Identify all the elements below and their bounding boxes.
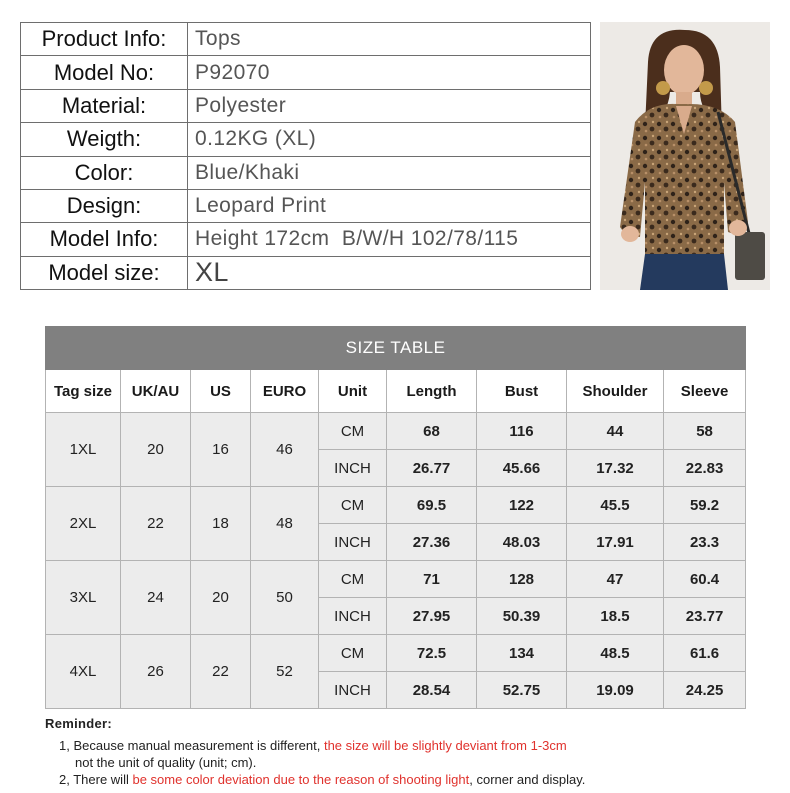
bust-cell: 128 bbox=[477, 561, 567, 598]
shoulder-cell: 18.5 bbox=[567, 598, 664, 635]
sleeve-cell: 23.3 bbox=[664, 524, 746, 561]
tag-size-cell: 3XL bbox=[46, 561, 121, 635]
header-cell: Length bbox=[387, 370, 477, 413]
info-value: Tops bbox=[188, 23, 591, 56]
info-value: Leopard Print bbox=[188, 189, 591, 222]
info-label: Model size: bbox=[21, 256, 188, 289]
info-value: XL bbox=[188, 256, 591, 289]
model-illustration bbox=[600, 22, 770, 290]
table-row bbox=[46, 635, 746, 672]
size-table-title: SIZE TABLE bbox=[46, 327, 746, 370]
info-label: Weigth: bbox=[21, 123, 188, 156]
reminder-text: 2, There will bbox=[59, 772, 133, 787]
header-cell: Unit bbox=[319, 370, 387, 413]
info-row-weight bbox=[21, 123, 591, 156]
model-photo bbox=[600, 22, 770, 290]
sleeve-cell: 24.25 bbox=[664, 672, 746, 709]
header-cell: Sleeve bbox=[664, 370, 746, 413]
reminder-title: Reminder: bbox=[45, 716, 112, 731]
uk-size-cell: 22 bbox=[121, 487, 191, 561]
info-row-color bbox=[21, 156, 591, 189]
reminder-section bbox=[45, 716, 585, 788]
bust-cell: 122 bbox=[477, 487, 567, 524]
unit-cell: CM bbox=[319, 413, 387, 450]
info-label: Color: bbox=[21, 156, 188, 189]
info-value: Height 172cm B/W/H 102/78/115 bbox=[188, 223, 591, 256]
us-size-cell: 18 bbox=[191, 487, 251, 561]
length-cell: 72.5 bbox=[387, 635, 477, 672]
info-label: Model Info: bbox=[21, 223, 188, 256]
bust-cell: 48.03 bbox=[477, 524, 567, 561]
euro-size-cell: 48 bbox=[251, 487, 319, 561]
header-cell: Shoulder bbox=[567, 370, 664, 413]
sleeve-cell: 22.83 bbox=[664, 450, 746, 487]
bust-cell: 134 bbox=[477, 635, 567, 672]
info-value: 0.12KG (XL) bbox=[188, 123, 591, 156]
info-row-design bbox=[21, 189, 591, 222]
length-cell: 26.77 bbox=[387, 450, 477, 487]
tag-size-cell: 4XL bbox=[46, 635, 121, 709]
unit-cell: CM bbox=[319, 561, 387, 598]
info-row-product bbox=[21, 23, 591, 56]
info-value: Blue/Khaki bbox=[188, 156, 591, 189]
reminder-highlight: be some color deviation due to the reason of shooting light bbox=[132, 772, 470, 787]
reminder-text: 1, Because manual measurement is different, bbox=[59, 738, 324, 753]
shoulder-cell: 17.91 bbox=[567, 524, 664, 561]
euro-size-cell: 46 bbox=[251, 413, 319, 487]
info-row-model-no bbox=[21, 56, 591, 89]
shoulder-cell: 17.32 bbox=[567, 450, 664, 487]
reminder-line-1-cont: not the unit of quality (unit; cm). bbox=[75, 755, 257, 770]
info-row-material bbox=[21, 89, 591, 122]
us-size-cell: 20 bbox=[191, 561, 251, 635]
unit-cell: CM bbox=[319, 635, 387, 672]
euro-size-cell: 52 bbox=[251, 635, 319, 709]
uk-size-cell: 20 bbox=[121, 413, 191, 487]
bust-cell: 50.39 bbox=[477, 598, 567, 635]
header-cell: Tag size bbox=[46, 370, 121, 413]
unit-cell: INCH bbox=[319, 672, 387, 709]
bust-cell: 52.75 bbox=[477, 672, 567, 709]
table-row bbox=[46, 561, 746, 598]
sleeve-cell: 59.2 bbox=[664, 487, 746, 524]
euro-size-cell: 50 bbox=[251, 561, 319, 635]
product-info-table bbox=[20, 22, 591, 290]
header-cell: Bust bbox=[477, 370, 567, 413]
tag-size-cell: 2XL bbox=[46, 487, 121, 561]
sleeve-cell: 23.77 bbox=[664, 598, 746, 635]
sleeve-cell: 60.4 bbox=[664, 561, 746, 598]
size-table-header bbox=[46, 370, 746, 413]
unit-cell: INCH bbox=[319, 524, 387, 561]
shoulder-cell: 45.5 bbox=[567, 487, 664, 524]
info-row-model-size bbox=[21, 256, 591, 289]
info-value: P92070 bbox=[188, 56, 591, 89]
length-cell: 71 bbox=[387, 561, 477, 598]
length-cell: 68 bbox=[387, 413, 477, 450]
uk-size-cell: 26 bbox=[121, 635, 191, 709]
table-row bbox=[46, 487, 746, 524]
bust-cell: 45.66 bbox=[477, 450, 567, 487]
bust-cell: 116 bbox=[477, 413, 567, 450]
reminder-line-1 bbox=[45, 737, 585, 754]
info-label: Material: bbox=[21, 89, 188, 122]
length-cell: 28.54 bbox=[387, 672, 477, 709]
header-cell: EURO bbox=[251, 370, 319, 413]
shoulder-cell: 19.09 bbox=[567, 672, 664, 709]
shoulder-cell: 48.5 bbox=[567, 635, 664, 672]
length-cell: 27.95 bbox=[387, 598, 477, 635]
info-value: Polyester bbox=[188, 89, 591, 122]
shoulder-cell: 47 bbox=[567, 561, 664, 598]
shoulder-cell: 44 bbox=[567, 413, 664, 450]
unit-cell: CM bbox=[319, 487, 387, 524]
info-label: Product Info: bbox=[21, 23, 188, 56]
table-row bbox=[46, 413, 746, 450]
reminder-highlight: the size will be slightly deviant from 1-3cm bbox=[323, 738, 567, 753]
info-label: Design: bbox=[21, 189, 188, 222]
header-cell: US bbox=[191, 370, 251, 413]
sleeve-cell: 58 bbox=[664, 413, 746, 450]
size-table bbox=[45, 326, 746, 709]
info-row-model-info bbox=[21, 223, 591, 256]
uk-size-cell: 24 bbox=[121, 561, 191, 635]
length-cell: 27.36 bbox=[387, 524, 477, 561]
info-label: Model No: bbox=[21, 56, 188, 89]
reminder-text: , corner and display. bbox=[469, 772, 586, 787]
unit-cell: INCH bbox=[319, 598, 387, 635]
header-cell: UK/AU bbox=[121, 370, 191, 413]
sleeve-cell: 61.6 bbox=[664, 635, 746, 672]
reminder-line-2 bbox=[45, 771, 585, 788]
length-cell: 69.5 bbox=[387, 487, 477, 524]
us-size-cell: 16 bbox=[191, 413, 251, 487]
unit-cell: INCH bbox=[319, 450, 387, 487]
tag-size-cell: 1XL bbox=[46, 413, 121, 487]
us-size-cell: 22 bbox=[191, 635, 251, 709]
